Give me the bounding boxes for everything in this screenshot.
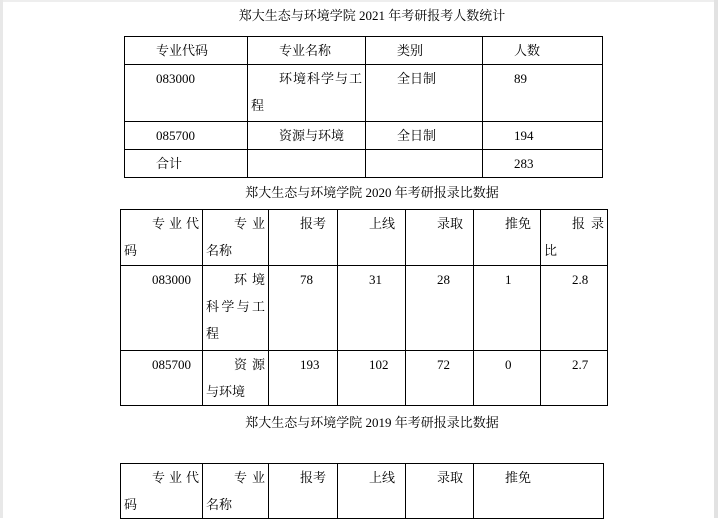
table-header-cell: 上线 [338, 210, 406, 266]
table-cell: 0 [474, 351, 541, 406]
table-cell: 1 [474, 266, 541, 351]
table-cell: 72 [406, 351, 474, 406]
table-header-cell: 上线 [338, 464, 406, 519]
table-cell [248, 150, 366, 178]
table-header-cell: 专业代码 [125, 37, 248, 65]
table-cell: 083000 [125, 65, 248, 122]
table-cell: 合计 [125, 150, 248, 178]
table-cell: 085700 [121, 351, 203, 406]
table-cell: 78 [269, 266, 338, 351]
table-header-cell: 人数 [483, 37, 603, 65]
table-row [121, 266, 608, 351]
section-title-2020: 郑大生态与环境学院 2020 年考研报录比数据 [245, 185, 499, 200]
section-2019-admission-ratio [0, 415, 718, 519]
table-row [125, 122, 603, 150]
table-header-cell: 报录比 [541, 210, 608, 266]
table-header-row [121, 210, 608, 266]
table-cell: 89 [483, 65, 603, 122]
section-2020-admission-ratio [0, 185, 718, 406]
page-edge-right [714, 0, 718, 518]
table-cell: 085700 [125, 122, 248, 150]
section-title-2019: 郑大生态与环境学院 2019 年考研报录比数据 [245, 415, 499, 430]
table-header-cell: 专业名称 [248, 37, 366, 65]
table-header-cell: 报考 [269, 464, 338, 519]
table-header-cell: 专业名称 [203, 464, 269, 519]
table-cell [366, 150, 483, 178]
table-row [121, 351, 608, 406]
section-2021-applicant-stats [0, 8, 718, 178]
table-cell: 194 [483, 122, 603, 150]
page-edge-left [0, 0, 3, 518]
table-header-cell: 报考 [269, 210, 338, 266]
table-header-row [121, 464, 604, 519]
table-cell: 全日制 [366, 122, 483, 150]
page-edge-top [0, 0, 718, 2]
table-header-cell: 推免 [474, 210, 541, 266]
table-header-cell: 推免 [474, 464, 604, 519]
table-header-cell: 专业代码 [121, 210, 203, 266]
table-cell: 全日制 [366, 65, 483, 122]
admission-ratio-2020-table [120, 209, 608, 406]
table-cell: 环境科学与工程 [248, 65, 366, 122]
table-cell: 31 [338, 266, 406, 351]
table-cell: 28 [406, 266, 474, 351]
table-cell: 资源与环境 [248, 122, 366, 150]
admission-ratio-2019-table [120, 463, 604, 519]
table-header-cell: 录取 [406, 210, 474, 266]
table-row [125, 150, 603, 178]
table-cell: 193 [269, 351, 338, 406]
table-cell: 083000 [121, 266, 203, 351]
table-header-cell: 录取 [406, 464, 474, 519]
table-header-cell: 类别 [366, 37, 483, 65]
applicants-2021-table [124, 36, 603, 178]
table-row [125, 65, 603, 122]
table-cell: 283 [483, 150, 603, 178]
table-cell: 资源与环境 [203, 351, 269, 406]
table-header-cell: 专业代码 [121, 464, 203, 519]
table-cell: 2.8 [541, 266, 608, 351]
table-cell: 2.7 [541, 351, 608, 406]
table-header-row [125, 37, 603, 65]
table-cell: 环境科学与工程 [203, 266, 269, 351]
table-cell: 102 [338, 351, 406, 406]
section-title-2021: 郑大生态与环境学院 2021 年考研报考人数统计 [238, 8, 506, 23]
table-header-cell: 专业名称 [203, 210, 269, 266]
